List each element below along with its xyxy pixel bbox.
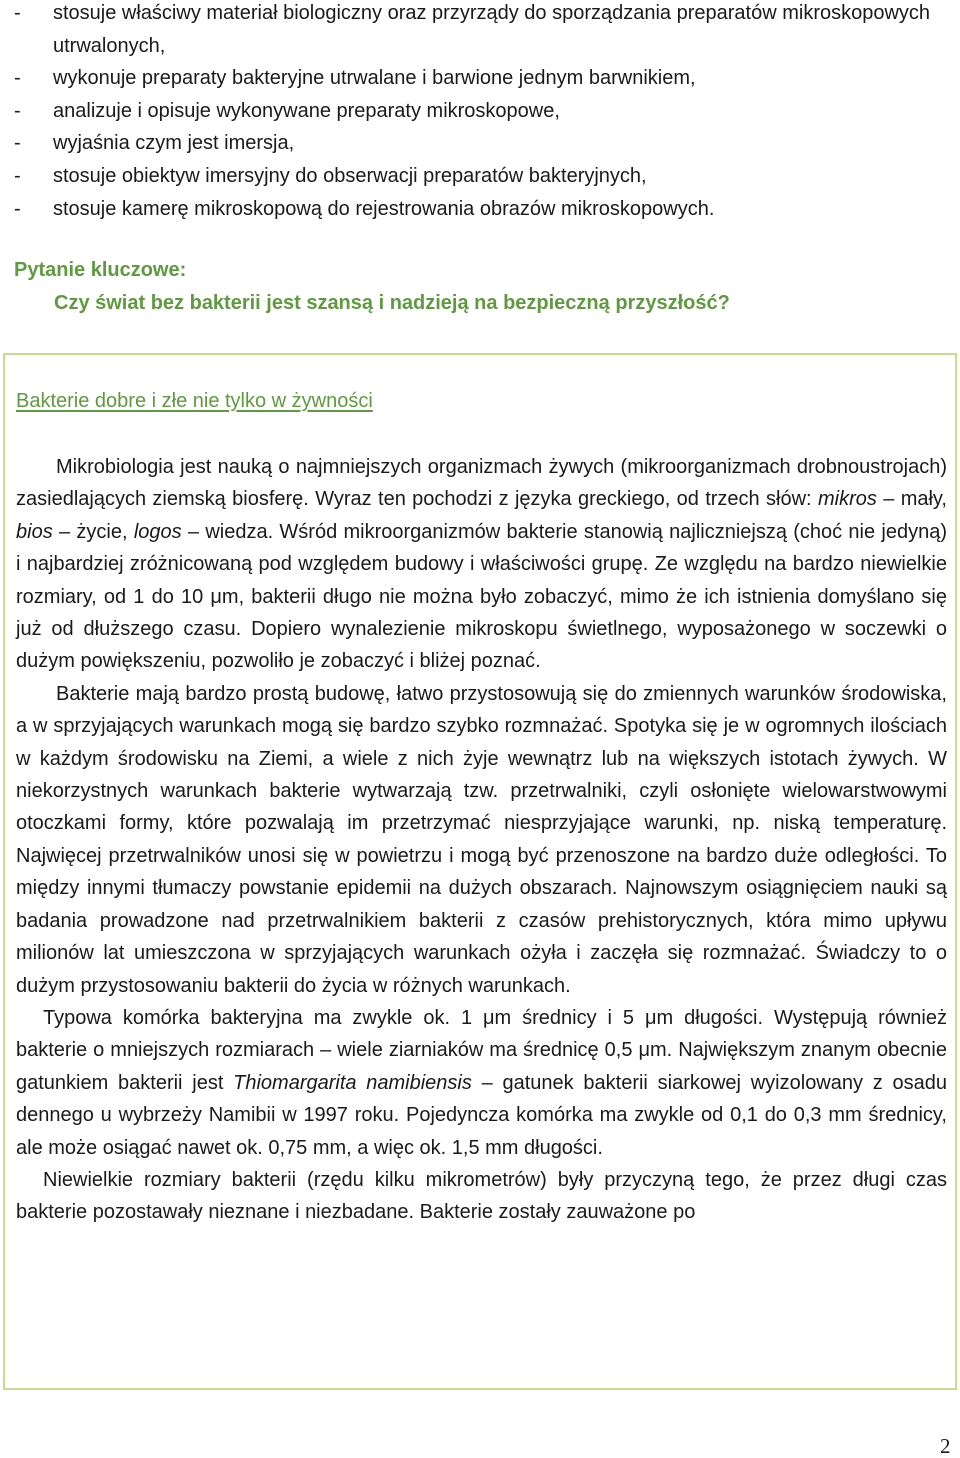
- key-question-label: Pytanie kluczowe:: [14, 259, 187, 281]
- bullet-dash: -: [14, 67, 21, 90]
- term-mikros: mikros: [817, 488, 877, 511]
- page-number: 2: [940, 1434, 951, 1458]
- key-question-text: Czy świat bez bakterii jest szansą i nadzieją na bezpieczną przyszłość?: [54, 292, 730, 314]
- list-item: - stosuje właściwy materiał biologiczny oraz przyrządy do sporządzania preparatów mikroskopowych utrwalonych,: [14, 0, 958, 62]
- content-box: [3, 353, 957, 1390]
- list-item: - analizuje i opisuje wykonywane preparaty mikroskopowe,: [14, 95, 958, 128]
- objectives-list: [14, 0, 958, 225]
- list-item: - wykonuje preparaty bakteryjne utrwalane i barwione jednym barwnikiem,: [14, 62, 958, 95]
- paragraph-2: Bakterie mają bardzo prostą budowę, łatwo przystosowują się do zmiennych warunków środowiska, a w sprzyjających warunkach mogą się bardzo szybko rozmnażać. Spotyka się je w ogromnych ilościach w każdym środowisku na Ziemi, a wiele z nich żyje wewnątrz lub na większych istotach żywych. W niekorzystnych warunkach bakterie wytwarzają tzw. przetrwalniki, czyli osłonięte wielowarstwowymi otoczkami formy, które pozwalają im przetrzymać niesprzyjające warunki, np. niską temperaturę. Najwięcej przetrwalników unosi się w powietrzu i mogą być przenoszone na bardzo duże odległości. To między innymi tłumaczy powstanie epidemii na dużych obszarach. Najnowszym osiągnięciem nauki są badania prowadzone nad przetrwalnikiem bakterii z czasów prehistorycznych, która mimo upływu milionów lat umieszczona w sprzyjających warunkach ożyła i zaczęła się rozmnażać. Świadczy to o dużym przystosowaniu bakterii do życia w różnych warunkach.: [16, 682, 947, 997]
- bullet-dash: -: [14, 99, 21, 122]
- term-logos: logos: [133, 520, 182, 543]
- list-item: - stosuje kamerę mikroskopową do rejestrowania obrazów mikroskopowych.: [14, 193, 958, 226]
- section-title: Bakterie dobre i złe nie tylko w żywności: [16, 390, 373, 412]
- species-name: Thiomargarita namibiensis: [233, 1071, 472, 1094]
- list-item: - stosuje obiektyw imersyjny do obserwacji preparatów bakteryjnych,: [14, 160, 958, 193]
- bullet-dash: -: [14, 132, 21, 155]
- list-item: - wyjaśnia czym jest imersja,: [14, 127, 958, 160]
- term-bios: bios: [16, 520, 53, 543]
- paragraph-3: Typowa komórka bakteryjna ma zwykle ok. 1 μm średnicy i 5 μm długości. Występują również bakterie o mniejszych rozmiarach – wiele ziarniaków ma średnicę 0,5 μm. Największym znanym obecnie gatunkiem bakterii jest Thiomargarita namibiensis – gatunek bakterii siarkowej wyizolowany z osadu dennego u wybrzeży Namibii w 1997 roku. Pojedyncza komórka ma zwykle od 0,1 do 0,3 mm średnicy, ale może osiągać nawet ok. 0,75 mm, a więc ok. 1,5 mm długości.: [16, 1006, 947, 1159]
- paragraph-1: Mikrobiologia jest nauką o najmniejszych organizmach żywych (mikroorganizmach drobnoustrojach) zasiedlających ziemską biosferę. Wyraz ten pochodzi z języka greckiego, od trzech słów: mikros – mały, bios – życie, logos – wiedza. Wśród mikroorganizmów bakterie stanowią najliczniejszą (choć nie jedyną) i najbardziej zróżnicowaną pod względem budowy i właściwości grupę. Ze względu na bardzo niewielkie rozmiary, od 1 do 10 μm, bakterii długo nie można było zobaczyć, mimo że ich istnienia domyślano się już od dłuższego czasu. Dopiero wynalezienie mikroskopu świetlnego, wyposażonego w soczewki o dużym powiększeniu, pozwoliło je zobaczyć i bliżej poznać.: [16, 456, 948, 673]
- bullet-dash: -: [14, 164, 21, 187]
- paragraph-4: Niewielkie rozmiary bakterii (rzędu kilku mikrometrów) były przyczyną tego, że przez długi czas bakterie pozostawały nieznane i niezbadane. Bakterie zostały zauważone po: [16, 1168, 947, 1224]
- section-body: [16, 451, 947, 1229]
- bullet-dash: -: [14, 197, 21, 220]
- bullet-dash: -: [14, 2, 21, 24]
